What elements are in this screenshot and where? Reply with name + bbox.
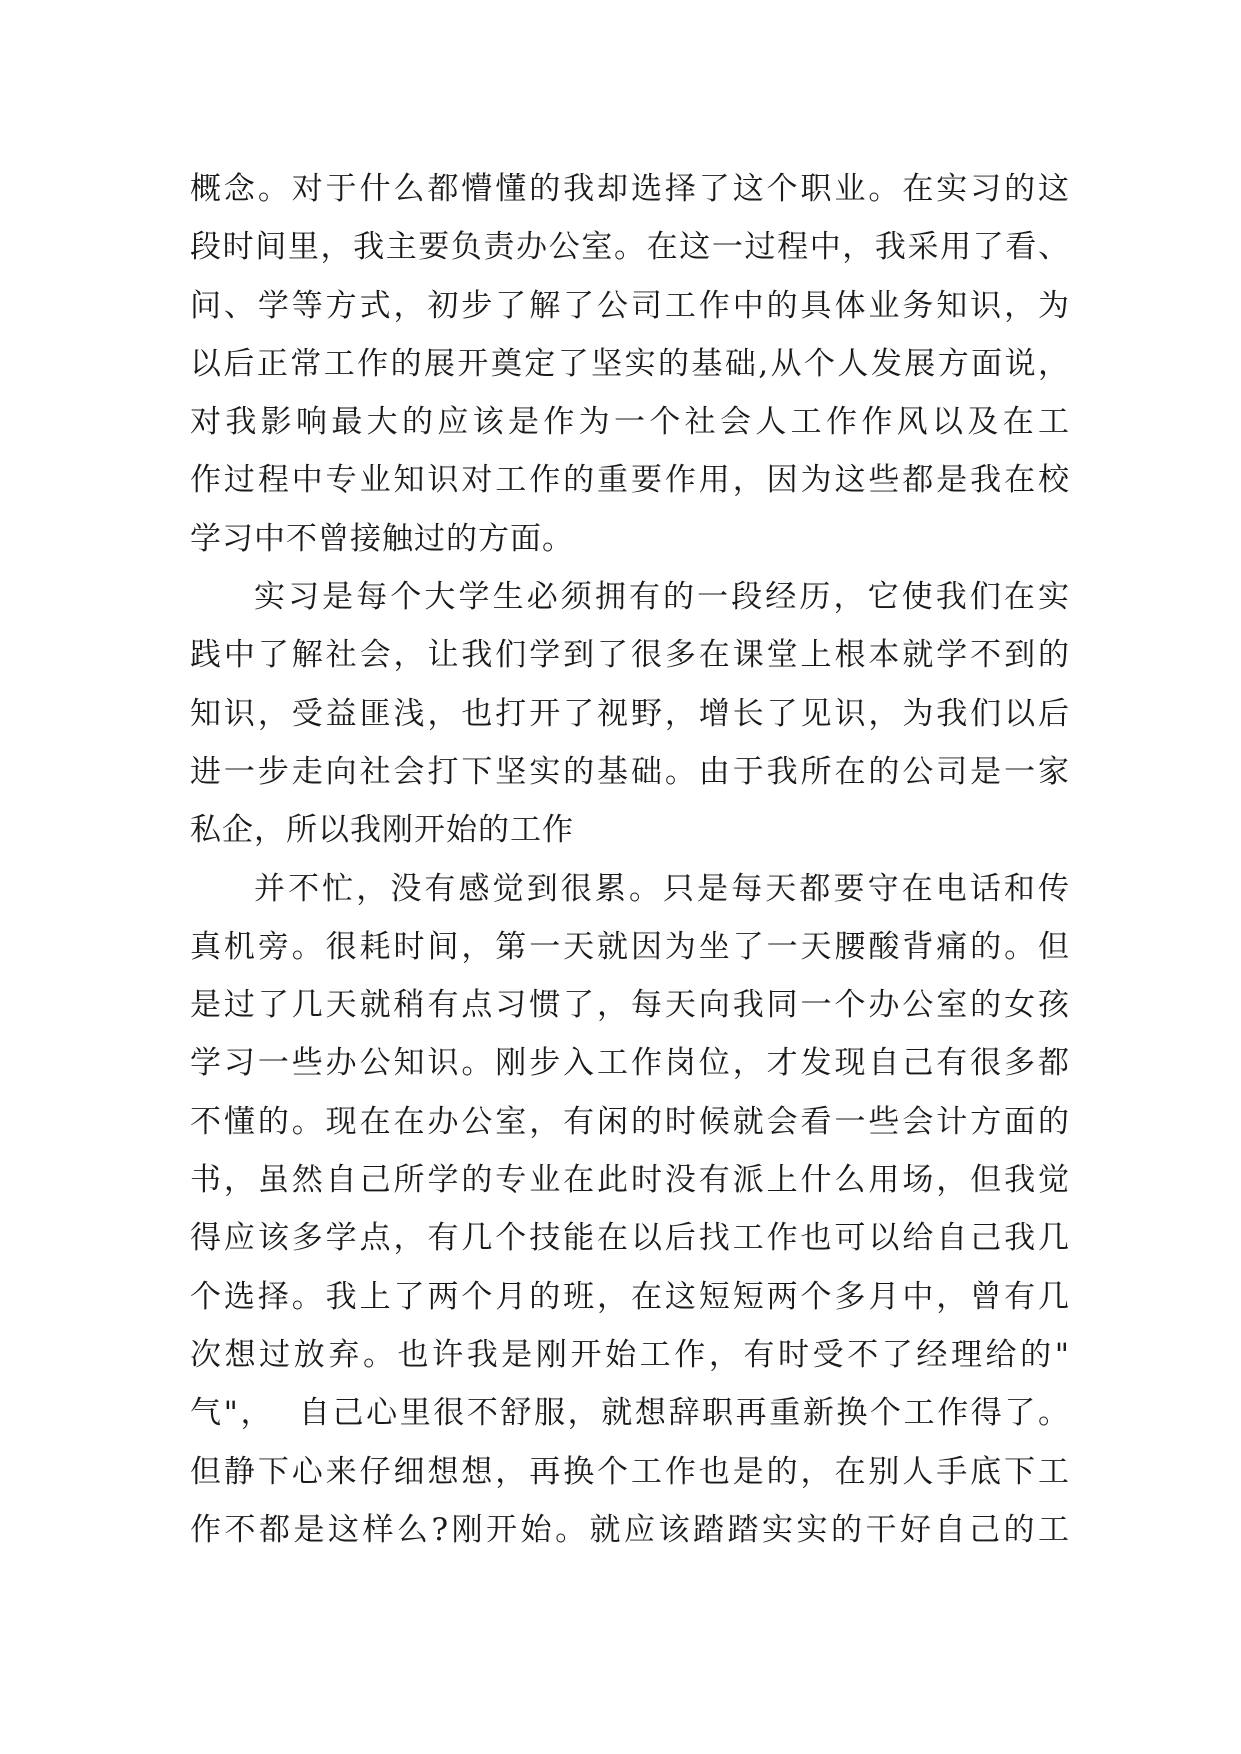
text-line: 进一步走向社会打下坚实的基础。由于我所在的公司是一家 [190, 753, 1070, 790]
text-line: 以后正常工作的展开奠定了坚实的基础,从个人发展方面说， [190, 345, 1070, 382]
text-line: 气"， 自己心里很不舒服，就想辞职再重新换个工作得了。 [190, 1395, 1070, 1432]
text-line: 次想过放弃。也许我是刚开始工作，有时受不了经理给的" [190, 1336, 1070, 1373]
text-line: 得应该多学点，有几个技能在以后找工作也可以给自己我几 [190, 1220, 1070, 1257]
text-line: 是过了几天就稍有点习惯了，每天向我同一个办公室的女孩 [190, 987, 1070, 1024]
text-line: 真机旁。很耗时间，第一天就因为坐了一天腰酸背痛的。但 [190, 928, 1070, 965]
text-line: 学习中不曾接触过的方面。 [190, 520, 574, 557]
text-line: 但静下心来仔细想想，再换个工作也是的，在别人手底下工 [190, 1453, 1070, 1490]
text-line: 不懂的。现在在办公室，有闲的时候就会看一些会计方面的 [190, 1103, 1070, 1140]
text-line: 作不都是这样么?刚开始。就应该踏踏实实的干好自己的工 [190, 1511, 1070, 1548]
text-line: 书，虽然自己所学的专业在此时没有派上什么用场，但我觉 [190, 1162, 1070, 1199]
text-line: 践中了解社会，让我们学到了很多在课堂上根本就学不到的 [190, 637, 1070, 674]
paragraph-first-line: 并不忙，没有感觉到很累。只是每天都要守在电话和传 [254, 870, 1070, 907]
paragraph-first-line: 实习是每个大学生必须拥有的一段经历，它使我们在实 [254, 579, 1070, 616]
body-text [190, 160, 1070, 1559]
text-line: 个选择。我上了两个月的班，在这短短两个多月中，曾有几 [190, 1278, 1070, 1315]
text-line: 知识，受益匪浅，也打开了视野，增长了见识，为我们以后 [190, 695, 1070, 732]
text-line: 对我影响最大的应该是作为一个社会人工作作风以及在工 [190, 404, 1070, 441]
text-line: 段时间里，我主要负责办公室。在这一过程中，我采用了看、 [190, 229, 1070, 266]
text-line: 概念。对于什么都懵懂的我却选择了这个职业。在实习的这 [190, 171, 1070, 207]
text-line: 私企，所以我刚开始的工作 [190, 812, 574, 849]
text-line: 问、学等方式，初步了解了公司工作中的具体业务知识，为 [190, 287, 1070, 324]
text-line: 作过程中专业知识对工作的重要作用，因为这些都是我在校 [190, 462, 1070, 499]
text-line: 学习一些办公知识。刚步入工作岗位，才发现自己有很多都 [190, 1045, 1070, 1082]
